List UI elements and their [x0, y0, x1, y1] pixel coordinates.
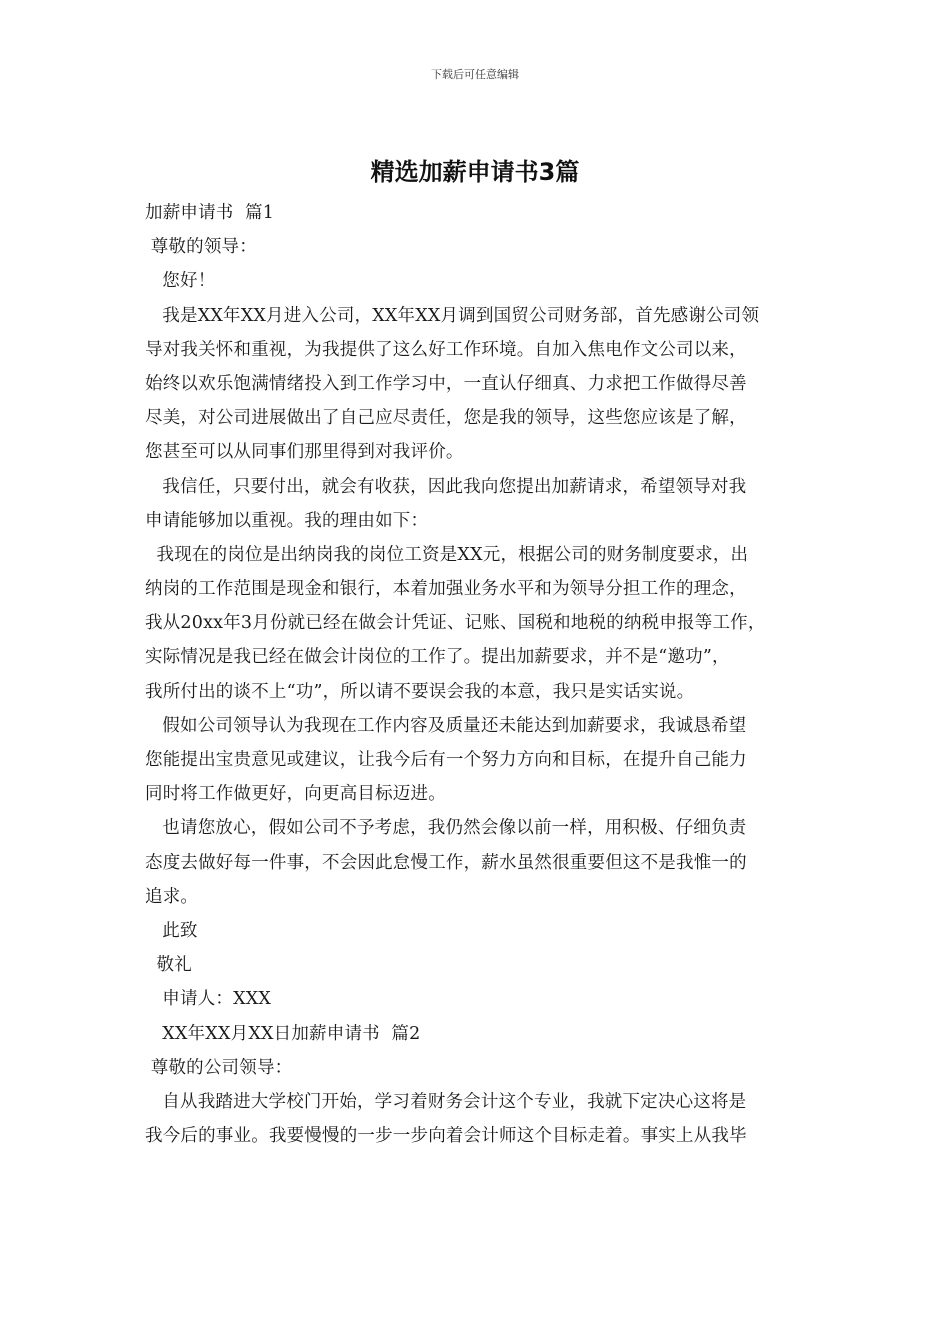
body-line: 您能提出宝贵意见或建议，让我今后有一个努力方向和目标，在提升自己能力 [145, 750, 747, 770]
body-line: 敬礼 [145, 955, 192, 976]
body-line: 自从我踏进大学校门开始，学习着财务会计这个专业，我就下定决心这将是 [145, 1091, 747, 1112]
body-line: 假如公司领导认为我现在工作内容及质量还未能达到加薪要求，我诚恳希望 [145, 715, 747, 736]
body-line: 加薪申请书 篇1 [145, 203, 275, 223]
body-line: 我从20xx年3月份就已经在做会计凭证、记账、国税和地税的纳税申报等工作， [145, 613, 766, 634]
body-line: 态度去做好每一件事，不会因此怠慢工作，薪水虽然很重要但这不是我惟一的 [145, 852, 747, 873]
body-line: 我所付出的谈不上“功”，所以请不要误会我的本意，我只是实话实说。 [145, 681, 695, 702]
body-line: 我信任，只要付出，就会有收获，因此我向您提出加薪请求，希望领导对我 [145, 476, 747, 497]
body-line: 尊敬的公司领导： [145, 1057, 293, 1078]
body-line: 追求。 [145, 886, 199, 907]
body-line: 申请能够加以重视。我的理由如下： [145, 510, 429, 531]
document-body [145, 196, 825, 1153]
body-line: 纳岗的工作范围是现金和银行，本着加强业务水平和为领导分担工作的理念， [145, 579, 747, 600]
body-line: 尊敬的领导： [145, 237, 257, 258]
body-line: 同时将工作做更好，向更高目标迈进。 [145, 784, 446, 805]
body-line: XX年XX月XX日加薪申请书 篇2 [145, 1023, 421, 1044]
body-line: 我现在的岗位是出纳岗我的岗位工资是XX元，根据公司的财务制度要求，出 [145, 544, 749, 565]
body-line: 您甚至可以从同事们那里得到对我评价。 [145, 442, 464, 463]
body-line: 尽美，对公司进展做出了自己应尽责任，您是我的领导，这些您应该是了解， [145, 408, 747, 429]
document-title: 精选加薪申请书3篇 [370, 158, 580, 186]
body-line: 也请您放心，假如公司不予考虑，我仍然会像以前一样，用积极、仔细负责 [145, 818, 747, 839]
body-line: 我是XX年XX月进入公司，XX年XX月调到国贸公司财务部，首先感谢公司领 [145, 305, 760, 326]
body-line: 始终以欢乐饱满情绪投入到工作学习中，一直认仔细真、力求把工作做得尽善 [145, 373, 747, 394]
header-note: 下载后可任意编辑 [431, 68, 519, 81]
body-line: 此致 [145, 920, 198, 941]
body-line: 导对我关怀和重视，为我提供了这么好工作环境。自加入焦电作文公司以来， [145, 339, 747, 360]
body-line: 我今后的事业。我要慢慢的一步一步向着会计师这个目标走着。事实上从我毕 [145, 1126, 747, 1147]
body-line: 您好！ [145, 271, 216, 292]
body-line: 申请人：XXX [145, 989, 272, 1010]
body-line: 实际情况是我已经在做会计岗位的工作了。提出加薪要求，并不是“邀功”， [145, 647, 730, 668]
